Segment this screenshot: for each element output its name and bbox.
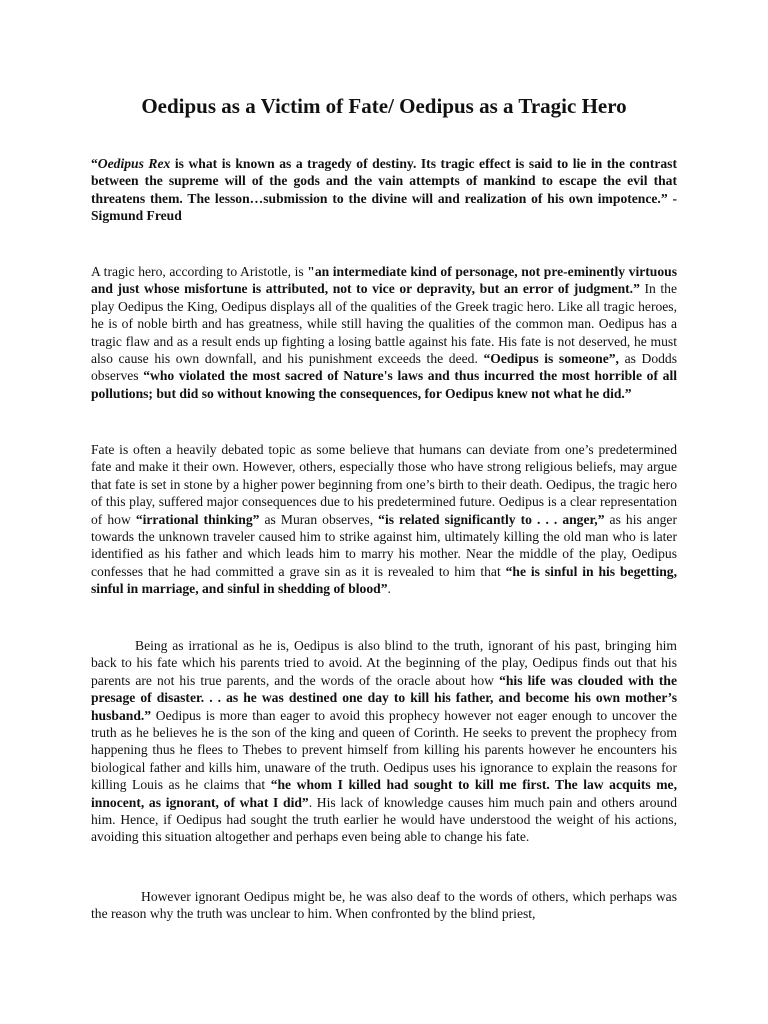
page-title: Oedipus as a Victim of Fate/ Oedipus as a Tragic Hero bbox=[141, 94, 627, 118]
paragraph-blindness bbox=[91, 637, 677, 846]
p1-bold-1: "an intermediate kind of personage, not pre-eminently virtuous and just whose misfortune is attributed, not to vice or depravity, but an error of judgment.” bbox=[91, 264, 677, 297]
quote-work-title: Oedipus Rex bbox=[97, 156, 171, 171]
p1-bold-3: “who violated the most sacred of Nature's laws and thus incurred the most horrible of all pollutions; but did so without knowing the consequences, for Oedipus knew not what he did.” bbox=[91, 368, 678, 401]
p3-bold-1: “his life was clouded with the presage of disaster. . . as he was destined one day to kill his father, and become his own mother’s husband.” bbox=[91, 672, 677, 723]
p4-text-1: However ignorant Oedipus might be, he was also deaf to the words of others, which perhaps was the reason why the truth was unclear to him. When confronted by the blind priest, bbox=[91, 889, 677, 922]
paragraph-deafness bbox=[91, 888, 677, 923]
p1-text-2: In the play Oedipus the King, Oedipus displays all of the qualities of the Greek tragic hero. Like all tragic heroes, he is of noble birth and has greatness, while still having the qualities of the common man. Oedipus has a tragic flaw and as a result ends up fighting a losing battle against his fate. His fate is not deserved, he must also cause his own downfall, and his punishment exceeds the deed. bbox=[91, 281, 677, 367]
p3-bold-2: “he whom I killed had sought to kill me first. The law acquits me, innocent, as ignorant, of what I did” bbox=[91, 777, 677, 810]
p2-bold-2: “is related significantly to . . . anger,” bbox=[378, 511, 605, 527]
p1-text-3: as Dodds observes bbox=[91, 351, 678, 384]
quote-open-mark: “ bbox=[91, 156, 98, 171]
p2-text-2: as Muran observes, bbox=[259, 511, 379, 527]
p2-bold-3: “he is sinful in his begetting, sinful in marriage, and sinful in shedding of blood” bbox=[91, 563, 677, 597]
p1-text-1: A tragic hero, according to Aristotle, is bbox=[91, 264, 308, 279]
epigraph-quote bbox=[91, 155, 677, 225]
paragraph-tragic-hero bbox=[91, 263, 677, 402]
p3-text-3: . His lack of knowledge causes him much pain and others around him. Hence, if Oedipus had sought the truth earlier he would have understood the weight of his actions, avoiding this situation altogether and perhaps even being able to change his fate. bbox=[91, 794, 677, 845]
p1-bold-2: “Oedipus is someone”, bbox=[483, 351, 619, 367]
quote-text: is what is known as a tragedy of destiny. Its tragic effect is said to lie in the contrast between the supreme will of the gods and the vain attempts of mankind to escape the evil that threatens them. The lesson…submission to the divine will and realization of his own impotence.” - Sigmund Freud bbox=[91, 156, 677, 224]
p3-text-2: Oedipus is more than eager to avoid this prophecy however not eager enough to uncover the truth as he believes he is the son of the king and queen of Corinth. He seeks to prevent the prophecy from happening thus he flees to Thebes to prevent himself from killing his parents however he encounters his biological father and kills him, unaware of the truth. Oedipus uses his ignorance to explain the reasons for killing Louis as he claims that bbox=[91, 707, 677, 793]
paragraph-fate bbox=[91, 441, 677, 598]
p2-text-3: as his anger towards the unknown traveler caused him to strike against him, ultimately killing the old man who is later identified as his father and which leads him to marry his mother. Near the middle of the play, Oedipus confesses that he had committed a grave sin as it is revealed to him that bbox=[91, 511, 677, 579]
p2-bold-1: “irrational thinking” bbox=[135, 511, 260, 527]
p2-text-1: Fate is often a heavily debated topic as some believe that humans can deviate from one’s predetermined fate and make it their own. However, others, especially those who have strong religious beliefs, may argue that fate is set in stone by a higher power beginning from one’s birth to their death. Oedipus, the tragic hero of this play, suffered major consequences due to his predetermined future. Oedipus is a clear representation of how bbox=[91, 442, 677, 527]
p2-text-4: . bbox=[387, 581, 391, 597]
p3-text-1: Being as irrational as he is, Oedipus is also blind to the truth, ignorant of his past, bringing him back to his fate which his parents tried to avoid. At the beginning of the play, Oedipus finds out that his parents are not his true parents, and the words of the oracle about how bbox=[91, 638, 677, 688]
